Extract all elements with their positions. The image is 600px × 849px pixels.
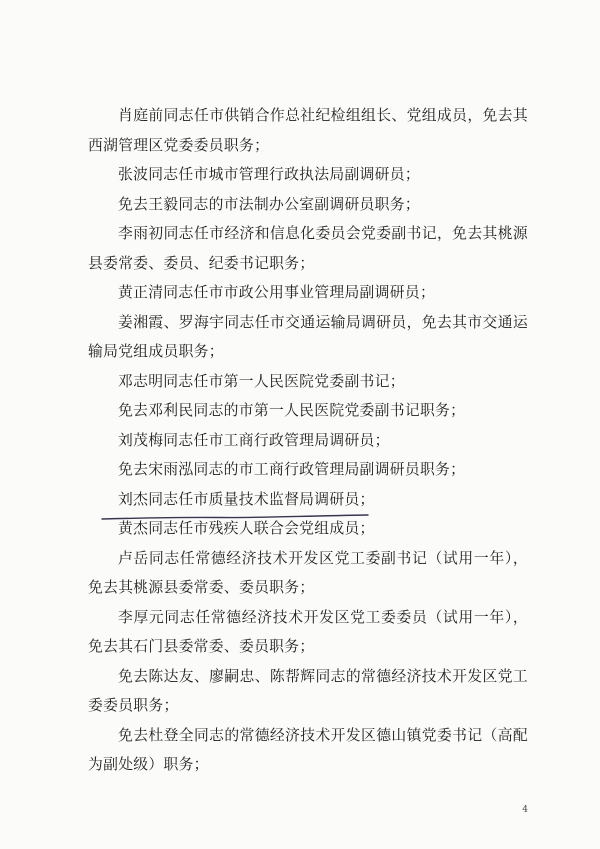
paragraph-1: 肖庭前同志任市供销合作总社纪检组组长、党组成员，免去其西湖管理区党委委员职务； (88, 107, 528, 154)
paragraph-11: 刘杰同志任市质量技术监督局调研员； (118, 490, 375, 508)
paragraph-6: 姜湘霞、罗海宇同志任市交通运输局调研员，免去其市交通运输局党组成员职务； (88, 313, 528, 360)
paragraph-3: 免去王毅同志的市法制办公室副调研员职务； (118, 195, 420, 213)
paragraph-14: 李厚元同志任常德经济技术开发区党工委委员（试用一年），免去其石门县委常委、委员职务； (88, 608, 528, 655)
paragraph-12: 黄杰同志任市残疾人联合会党组成员； (118, 520, 375, 537)
paragraph-2: 张波同志任市城市管理行政执法局副调研员； (118, 166, 420, 183)
document-body (88, 101, 528, 780)
paragraph-7: 邓志明同志任市第一人民医院党委副书记； (118, 372, 405, 390)
paragraph-5: 黄正清同志任市市政公用事业管理局副调研员； (118, 284, 436, 301)
paragraph-13: 卢岳同志任常德经济技术开发区党工委副书记（试用一年），免去其桃源县委常委、委员职务； (88, 549, 528, 596)
paragraph-4: 李雨初同志任市经济和信息化委员会党委副书记，免去其桃源县委常委、委员、纪委书记职务； (88, 225, 528, 272)
paragraph-9: 刘茂梅同志任市工商行政管理局调研员； (118, 431, 390, 449)
page-number: 4 (522, 805, 528, 815)
handwritten-underline (100, 510, 370, 524)
paragraph-10: 免去宋雨泓同志的市工商行政管理局副调研员职务； (118, 461, 466, 478)
paragraph-16: 免去杜登全同志的常德经济技术开发区德山镇党委书记（高配为副处级）职务； (88, 726, 528, 773)
paragraph-15: 免去陈达友、廖嗣忠、陈帮辉同志的常德经济技术开发区党工委委员职务； (88, 667, 528, 714)
paragraph-8: 免去邓利民同志的市第一人民医院党委副书记职务； (118, 402, 466, 419)
